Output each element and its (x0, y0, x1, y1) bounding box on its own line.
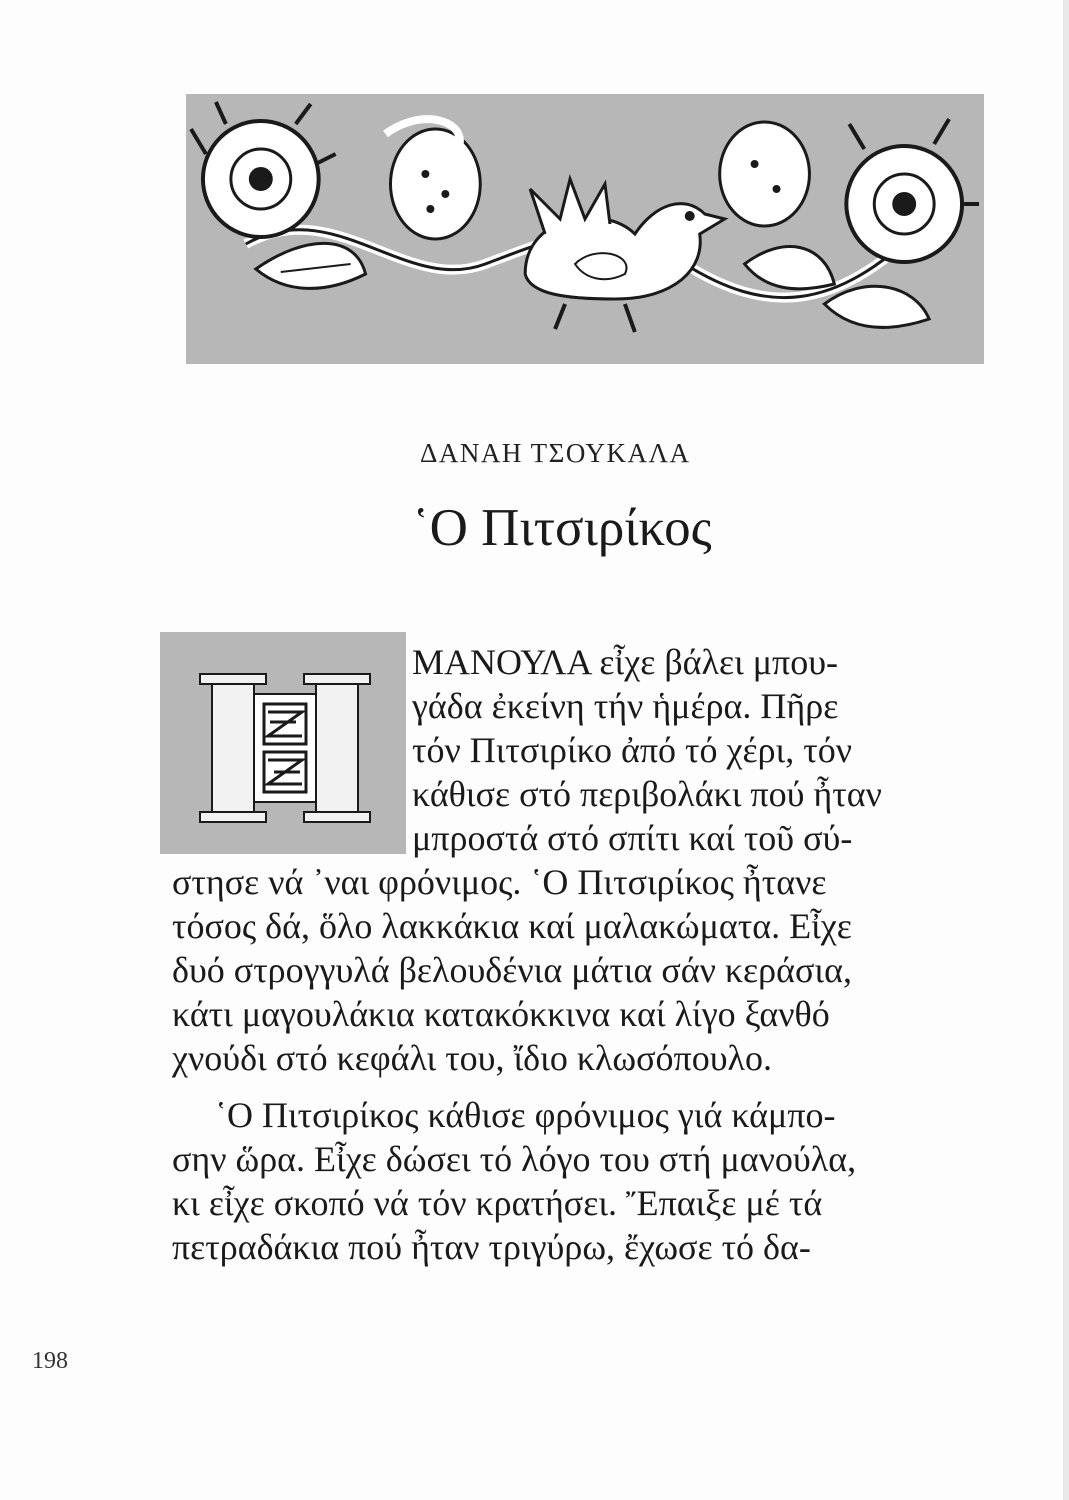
text-line: σην ὥρα. Εἶχε δώσει τό λόγο του στή μανούλα, (172, 1139, 857, 1179)
text-line: τόν Πιτσιρίκο ἀπό τό χέρι, τόν (412, 730, 852, 770)
story-title: ῾Ο Πιτσιρίκος (412, 499, 712, 557)
text-line: ῾Ο Πιτσιρίκος κάθισε φρόνιμος γιά κάμπο- (215, 1095, 836, 1135)
page-edge (1063, 0, 1069, 1500)
text-line: γάδα ἐκείνη τήν ἡμέρα. Πῆρε (412, 686, 839, 726)
text-line: τόσος δά, ὅλο λακκάκια καί μαλακώματα. Εἶχε (172, 906, 852, 946)
page-number: 198 (32, 1348, 68, 1374)
text-line: πετραδάκια πού ἦταν τριγύρω, ἔχωσε τό δα- (172, 1227, 811, 1267)
ornamental-capital-eta-icon (160, 632, 406, 854)
text-line: χνούδι στό κεφάλι του, ἴδιο κλωσόπουλο. (172, 1038, 772, 1078)
author-name: ΔΑΝΑΗ ΤΣΟΥΚΑΛΑ (420, 438, 691, 468)
text-line: δυό στρογγυλά βελουδένια μάτια σάν κεράσια, (172, 950, 852, 990)
floral-bird-border-icon (186, 94, 984, 364)
text-line: κάθισε στό περιβολάκι πού ἦταν (412, 774, 882, 814)
text-line: κάτι μαγουλάκια κατακόκκινα καί λίγο ξανθό (172, 994, 830, 1034)
text-line: ΜΑΝΟΥΛΑ εἶχε βάλει μπου- (412, 642, 839, 682)
text-line: στησε νά ᾿ναι φρόνιμος. ῾Ο Πιτσιρίκος ἦτανε (172, 862, 827, 902)
text-line: κι εἶχε σκοπό νά τόν κρατήσει. Ἔπαιξε μέ τά (172, 1183, 823, 1223)
text-line: μπροστά στό σπίτι καί τοῦ σύ- (412, 818, 853, 858)
